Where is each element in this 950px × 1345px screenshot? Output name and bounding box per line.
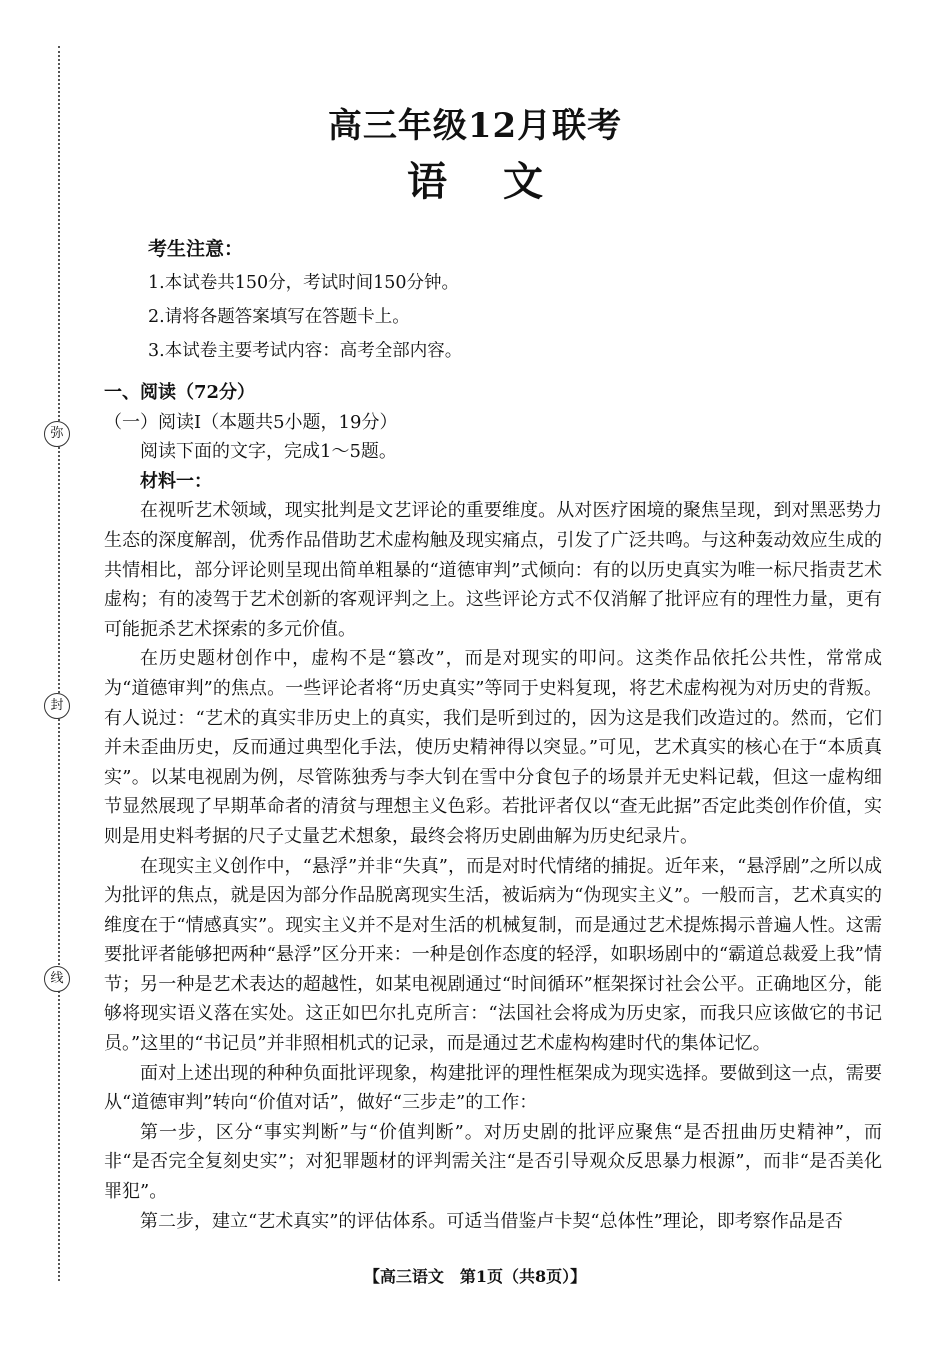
- page-footer: 【高三语文 第1页（共8页）】: [363, 1267, 587, 1286]
- paragraph: 面对上述出现的种种负面批评现象，构建批评的理性框架成为现实选择。要做到这一点，需要从“道德审判”转向“价值对话”，做好“三步走”的工作：: [104, 1062, 882, 1114]
- notice-item: 1.本试卷共150分，考试时间150分钟。: [148, 273, 459, 293]
- binding-dotted-line: [58, 46, 60, 1281]
- paragraph: 第一步，区分“事实判断”与“价值判断”。对历史剧的批评应聚焦“是否扭曲历史精神”，而非“是否完全复刻史实”；对犯罪题材的评判需关注“是否引导观众反思暴力根源”，而非“是否美化罪犯”。: [104, 1121, 882, 1203]
- exam-title: 高三年级12月联考: [327, 106, 623, 146]
- reading-section: [104, 378, 882, 1236]
- notice-heading: 考生注意：: [148, 238, 244, 260]
- seal-mark-feng: 封: [44, 693, 70, 719]
- instruction-text: 阅读下面的文字，完成1～5题。: [140, 441, 397, 463]
- notice-item: 3.本试卷主要考试内容：高考全部内容。: [148, 341, 463, 361]
- candidate-notice: [148, 232, 868, 368]
- subject-title: 语文: [407, 158, 599, 205]
- subsection-title: （一）阅读Ⅰ（本题共5小题，19分）: [104, 411, 398, 433]
- seal-mark-mi: 弥: [44, 421, 70, 447]
- paragraph: 第二步，建立“艺术真实”的评估体系。可适当借鉴卢卡契“总体性”理论，即考察作品是否: [140, 1210, 843, 1232]
- seal-mark-xian: 线: [44, 966, 70, 992]
- section-title: 一、阅读（72分）: [104, 382, 256, 403]
- material-label: 材料一：: [140, 470, 212, 492]
- paragraph: 在视听艺术领域，现实批判是文艺评论的重要维度。从对医疗困境的聚焦呈现，到对黑恶势力生态的深度解剖，优秀作品借助艺术虚构触及现实痛点，引发了广泛共鸣。与这种轰动效应生成的共情相比，部分评论则呈现出简单粗暴的“道德审判”式倾向：有的以历史真实为唯一标尺指责艺术虚构；有的凌驾于艺术创新的客观评判之上。这些评论方式不仅消解了批评应有的理性力量，更有可能扼杀艺术探索的多元价值。: [104, 500, 882, 640]
- notice-item: 2.请将各题答案填写在答题卡上。: [148, 307, 410, 327]
- paragraph: 在历史题材创作中，虚构不是“篡改”，而是对现实的叩问。这类作品依托公共性，常常成为“道德审判”的焦点。一些评论者将“历史真实”等同于史料复现，将艺术虚构视为对历史的背叛。有人说过：“艺术的真实非历史上的真实，我们是听到过的，因为这是我们改造过的。然而，它们并未歪曲历史，反而通过典型化手法，使历史精神得以突显。”可见，艺术真实的核心在于“本质真实”。以某电视剧为例，尽管陈独秀与李大钊在雪中分食包子的场景并无史料记载，但这一虚构细节显然展现了早期革命者的清贫与理想主义色彩。若批评者仅以“查无此据”否定此类创作价值，实则是用史料考据的尺子丈量艺术想象，最终会将历史剧曲解为历史纪录片。: [104, 648, 882, 847]
- paragraph: 在现实主义创作中，“悬浮”并非“失真”，而是对时代情绪的捕捉。近年来，“悬浮剧”之所以成为批评的焦点，就是因为部分作品脱离现实生活，被诟病为“伪现实主义”。一般而言，艺术真实的维度在于“情感真实”。现实主义并不是对生活的机械复制，而是通过艺术提炼揭示普遍人性。这需要批评者能够把两种“悬浮”区分开来：一种是创作态度的轻浮，如职场剧中的“霸道总裁爱上我”情节；另一种是艺术表达的超越性，如某电视剧通过“时间循环”框架探讨社会公平。正确地区分，能够将现实语义落在实处。这正如巴尔扎克所言：“法国社会将成为历史家，而我只应该做它的书记员。”这里的“书记员”并非照相机式的记录，而是通过艺术虚构构建时代的集体记忆。: [104, 855, 882, 1055]
